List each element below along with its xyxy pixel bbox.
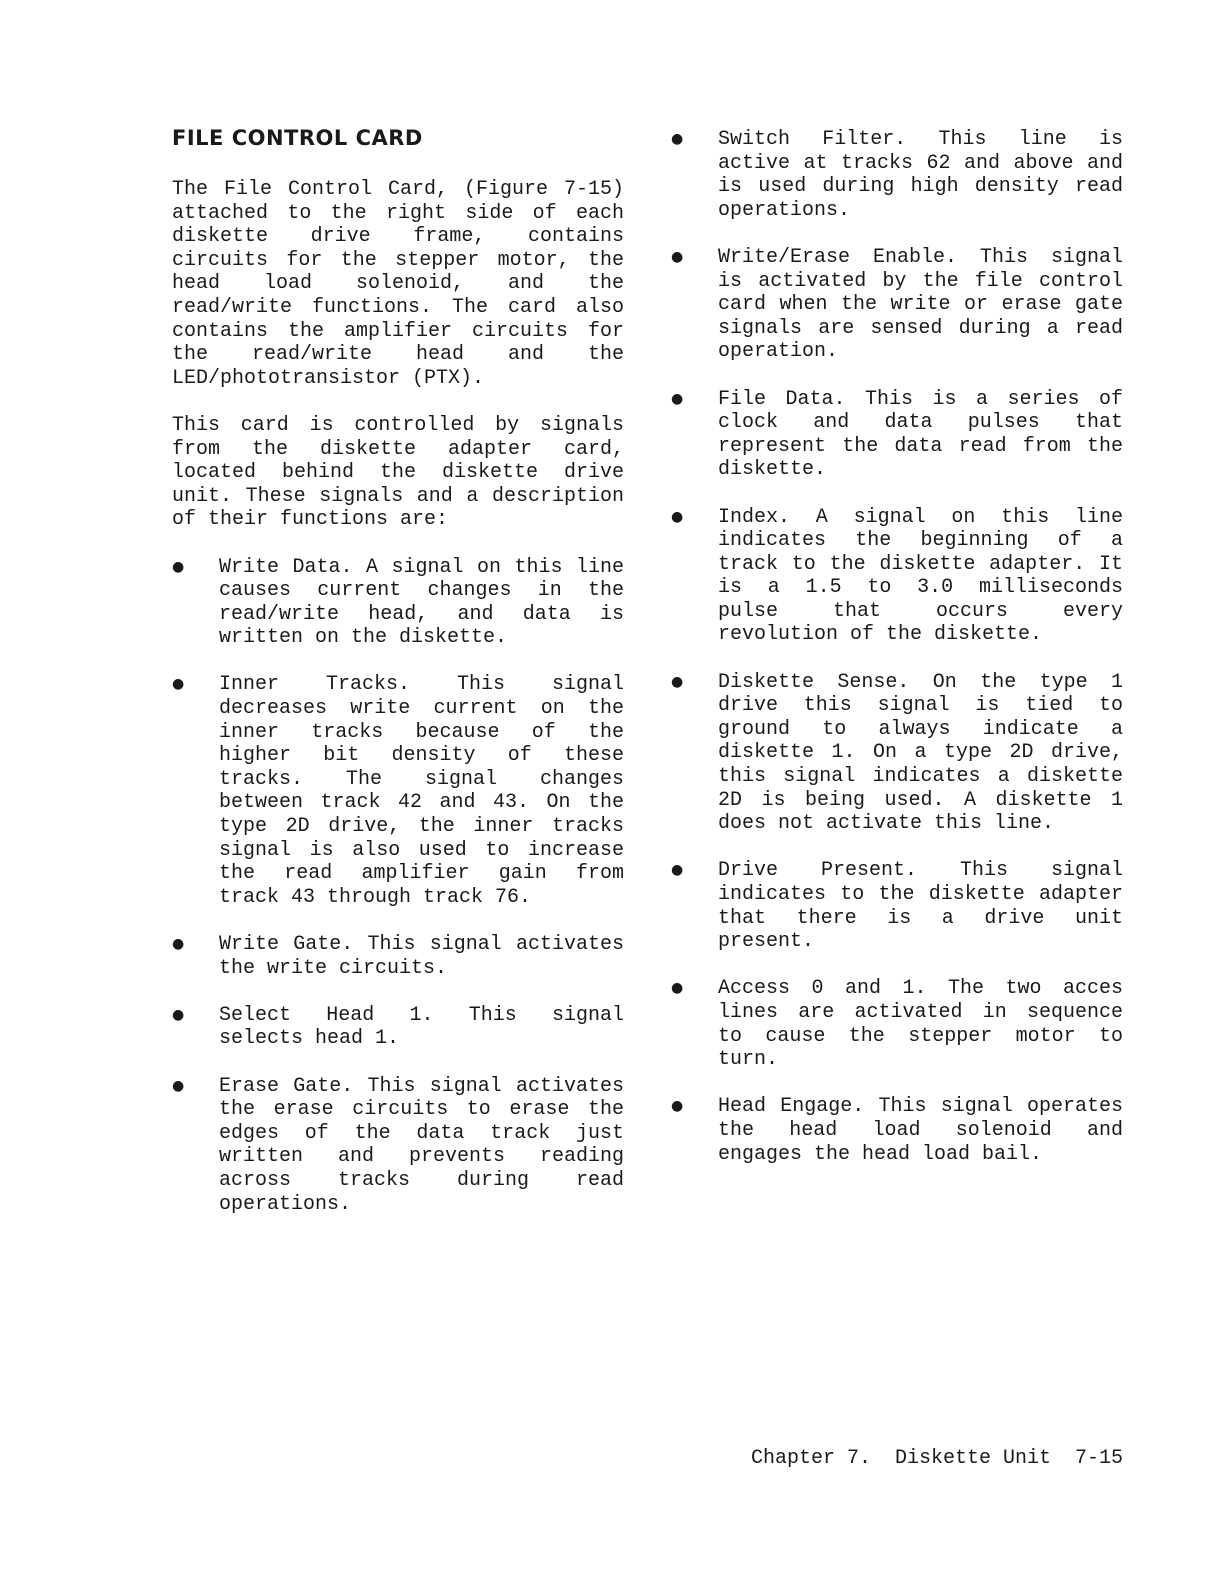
bullet-icon: ● bbox=[671, 673, 684, 690]
left-signal-list bbox=[172, 556, 624, 1217]
list-item-text: Write/Erase Enable. This signal is activated by the file control card when the write or erase gate signals are sensed during a read operation. bbox=[718, 245, 1123, 364]
list-item-text: Head Engage. This signal operates the head load solenoid and engages the head load bail. bbox=[718, 1095, 1123, 1166]
bullet-icon: ● bbox=[172, 1077, 185, 1094]
bullet-icon: ● bbox=[671, 390, 684, 407]
bullet-icon: ● bbox=[172, 936, 185, 952]
right-signal-list bbox=[671, 128, 1123, 1166]
list-item-text: Inner Tracks. This signal decreases write current on the inner tracks because of the higher bit density of these tracks. The signal changes between track 42 and 43. On the type 2D drive, the inner tracks signal is also used to increase the read amplifier gain from track 43 through track 76. bbox=[219, 673, 624, 909]
bullet-icon: ● bbox=[671, 508, 684, 525]
list-item bbox=[671, 128, 1123, 222]
bullet-icon: ● bbox=[671, 862, 684, 879]
bullet-icon: ● bbox=[671, 980, 684, 997]
list-item-text: File Data. This is a series of clock and data pulses that represent the data read from the diskette. bbox=[718, 387, 1123, 482]
list-item bbox=[671, 977, 1123, 1071]
list-item-text: Select Head 1. This signal selects head 1. bbox=[219, 1003, 624, 1051]
list-item-text: Erase Gate. This signal activates the erase circuits to erase the edges of the data track just written and prevents reading across tracks during read operations. bbox=[219, 1074, 624, 1216]
list-item-text: Access 0 and 1. The two acces lines are activated in sequence to cause the stepper motor to turn. bbox=[718, 977, 1123, 1072]
bullet-icon: ● bbox=[172, 1006, 185, 1023]
list-item bbox=[172, 1075, 624, 1217]
list-item bbox=[671, 671, 1123, 836]
list-item bbox=[671, 859, 1123, 953]
bullet-icon: ● bbox=[671, 131, 684, 147]
list-item-text: Drive Present. This signal indicates to the diskette adapter that there is a drive unit present. bbox=[718, 859, 1123, 954]
list-item bbox=[671, 388, 1123, 482]
list-item bbox=[172, 1004, 624, 1051]
bullet-icon: ● bbox=[671, 248, 684, 265]
list-item bbox=[172, 673, 624, 909]
section-title: FILE CONTROL CARD bbox=[172, 126, 423, 150]
list-item bbox=[671, 506, 1123, 648]
right-column bbox=[671, 122, 1123, 1190]
list-item-text: Index. A signal on this line indicates the beginning of a track to the diskette adapter. It is a 1.5 to 3.0 milliseconds pulse that occurs every revolution of the diskette. bbox=[718, 505, 1123, 647]
page-footer: Chapter 7. Diskette Unit 7-15 bbox=[750, 1447, 1123, 1470]
bullet-icon: ● bbox=[172, 558, 185, 575]
list-item bbox=[172, 556, 624, 650]
list-item bbox=[671, 1095, 1123, 1166]
list-item-text: Write Data. A signal on this line causes current changes in the read/write head, and data is written on the diskette. bbox=[219, 555, 624, 650]
left-column bbox=[172, 122, 624, 1240]
list-item-text: Switch Filter. This line is active at tracks 62 and above and is used during high density read operations. bbox=[718, 128, 1123, 222]
signals-intro-paragraph: This card is controlled by signals from the diskette adapter card, located behind the diskette drive unit. These signals and a description of their functions are: bbox=[172, 413, 624, 532]
list-item bbox=[172, 933, 624, 980]
list-item-text: Diskette Sense. On the type 1 drive this signal is tied to ground to always indicate a diskette 1. On a type 2D drive, this signal indicates a diskette 2D is being used. A diskette 1 does not activate this line. bbox=[718, 670, 1123, 836]
bullet-icon: ● bbox=[172, 676, 185, 693]
intro-paragraph: The File Control Card, (Figure 7-15) attached to the right side of each diskette drive frame, contains circuits for the stepper motor, the head load solenoid, and the read/write functions. The card also contains the amplifier circuits for the read/write head and the LED/phototransistor (PTX). bbox=[172, 178, 624, 390]
list-item-text: Write Gate. This signal activates the write circuits. bbox=[219, 933, 624, 980]
bullet-icon: ● bbox=[671, 1098, 684, 1115]
list-item bbox=[671, 246, 1123, 364]
